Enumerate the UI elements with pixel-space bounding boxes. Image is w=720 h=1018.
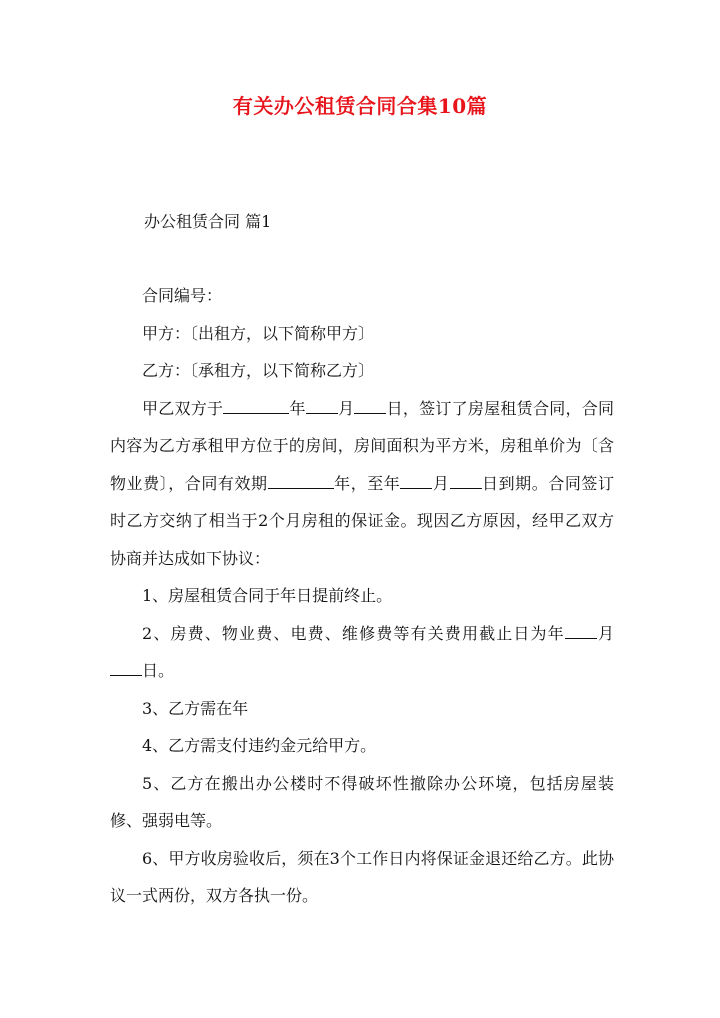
party-a-line: 甲方：〔出租方，以下简称甲方〕 (142, 323, 375, 343)
intro-text-4: 日，签订了房屋租赁合同，合同内容为乙方承租甲方位于的房间，房间面积为平方米，房租单价为〔含物业费〕，合同有效期 (110, 398, 614, 493)
contract-number-line: 合同编号： (142, 286, 223, 305)
item-2 (110, 615, 614, 690)
intro-paragraph (110, 390, 614, 578)
document-body (110, 277, 614, 915)
intro-text-1: 甲乙双方于 (142, 398, 224, 418)
document-title: 有关办公租赁合同合集10篇 (232, 94, 488, 118)
intro-text-2: 年 (289, 398, 306, 418)
item-4: 4、乙方需支付违约金元给甲方。 (142, 736, 377, 755)
blank-day (354, 395, 386, 414)
item-1: 1、房屋租赁合同于年日提前终止。 (142, 586, 393, 605)
item-5: 5、乙方在搬出办公楼时不得破坏性撤除办公环境，包括房屋装修、强弱电等。 (110, 773, 614, 830)
item-3: 3、乙方需在年 (142, 698, 249, 718)
blank-end-day (450, 470, 482, 489)
party-b-line: 乙方：〔承租方，以下简称乙方〕 (142, 361, 375, 380)
intro-text-3: 月 (337, 398, 355, 418)
blank-end-month (400, 470, 432, 489)
intro-text-5: 年，至年 (333, 473, 401, 493)
intro-text-7: 日到期。合同签订时乙方交纳了相当于2个月房租的保证金。现因乙方原因，经甲乙双方协商并达成如下协议： (110, 473, 614, 568)
blank-fee-day (110, 657, 142, 676)
item-2-text-2: 月 (596, 623, 614, 643)
item-2-text-3: 日。 (142, 661, 175, 680)
section-heading: 办公租赁合同 篇1 (144, 212, 272, 231)
item-2-text-1: 2、房费、物业费、电费、维修费等有关费用截止日为年 (142, 623, 565, 643)
blank-fee-month (565, 620, 597, 639)
intro-text-6: 月 (432, 473, 450, 493)
blank-year (223, 395, 289, 414)
blank-month (306, 395, 338, 414)
item-6: 6、甲方收房验收后，须在3个工作日内将保证金退还给乙方。此协议一式两份，双方各执一份。 (110, 848, 614, 905)
blank-term-years (268, 470, 334, 489)
